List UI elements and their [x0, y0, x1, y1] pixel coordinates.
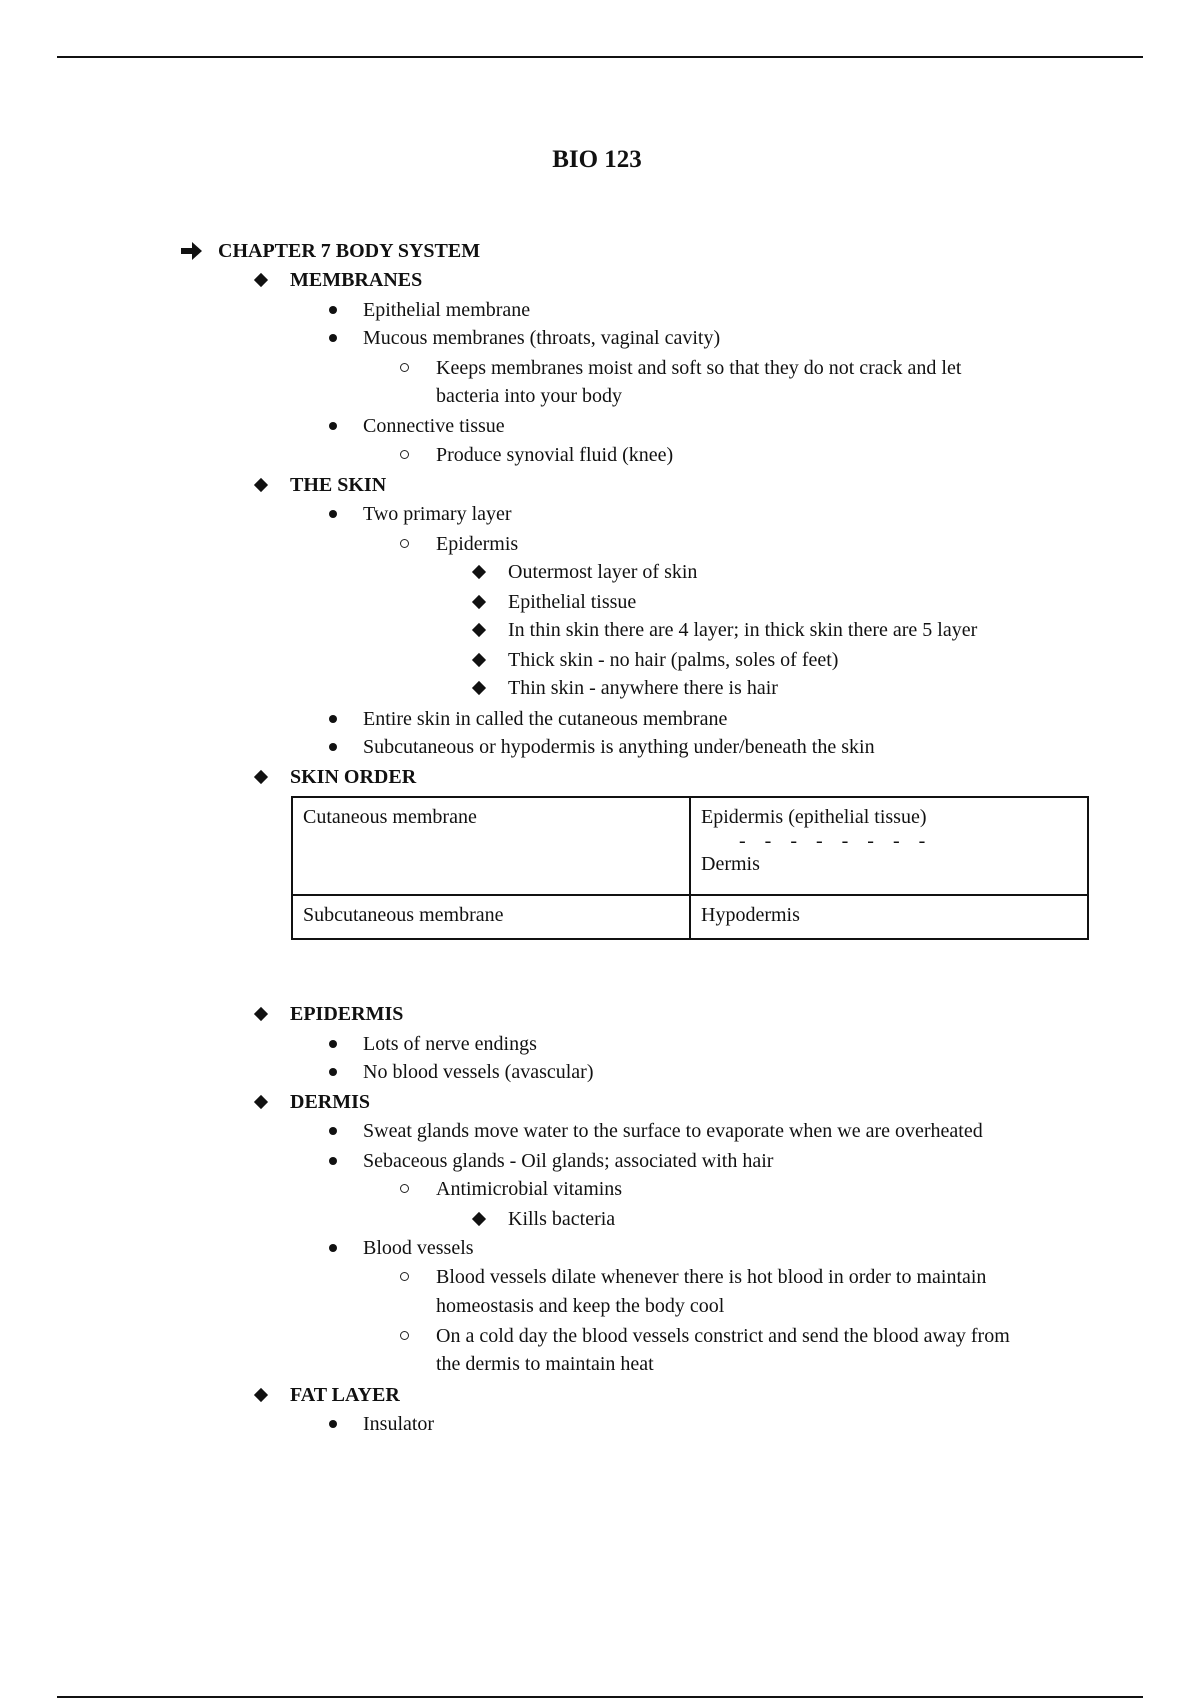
diamond-bullet-icon — [472, 565, 486, 579]
table-cell — [690, 797, 1088, 895]
bullet-icon — [329, 1068, 337, 1076]
diamond-bullet-icon — [254, 770, 268, 784]
cell-line: Epidermis (epithelial tissue) — [701, 806, 927, 828]
diamond-bullet-icon — [472, 1212, 486, 1226]
table-cell: Cutaneous membrane — [292, 797, 690, 895]
hollow-bullet-icon — [400, 450, 409, 459]
table-row — [292, 797, 1088, 895]
diamond-bullet-icon — [254, 1388, 268, 1402]
diamond-bullet-icon — [472, 653, 486, 667]
top-rule — [57, 56, 1143, 58]
diamond-bullet-icon — [472, 623, 486, 637]
hollow-bullet-icon — [400, 1184, 409, 1193]
hollow-bullet-icon — [400, 1331, 409, 1340]
bullet-icon — [329, 743, 337, 751]
bullet-icon — [329, 1157, 337, 1165]
arrow-right-icon — [181, 241, 203, 261]
cell-line: Dermis — [701, 853, 760, 875]
bottom-rule — [57, 1696, 1143, 1698]
hollow-bullet-icon — [400, 363, 409, 372]
diamond-bullet-icon — [472, 681, 486, 695]
table-cell: Hypodermis — [690, 895, 1088, 939]
diamond-bullet-icon — [254, 1007, 268, 1021]
diamond-bullet-icon — [472, 595, 486, 609]
bullet-icon — [329, 334, 337, 342]
bullet-icon — [329, 1127, 337, 1135]
bullet-icon — [329, 1040, 337, 1048]
diamond-bullet-icon — [254, 478, 268, 492]
bullet-icon — [329, 422, 337, 430]
table-row — [292, 895, 1088, 939]
bullet-icon — [329, 1420, 337, 1428]
bullet-icon — [329, 1244, 337, 1252]
dash-divider: - - - - - - - - — [739, 830, 926, 852]
skin-order-table — [291, 796, 1089, 940]
hollow-bullet-icon — [400, 539, 409, 548]
bullet-icon — [329, 306, 337, 314]
bullet-icon — [329, 715, 337, 723]
diamond-bullet-icon — [254, 1095, 268, 1109]
diamond-bullet-icon — [254, 273, 268, 287]
bullet-icon — [329, 510, 337, 518]
hollow-bullet-icon — [400, 1272, 409, 1281]
table-cell: Subcutaneous membrane — [292, 895, 690, 939]
page-title: BIO 123 — [552, 146, 642, 173]
